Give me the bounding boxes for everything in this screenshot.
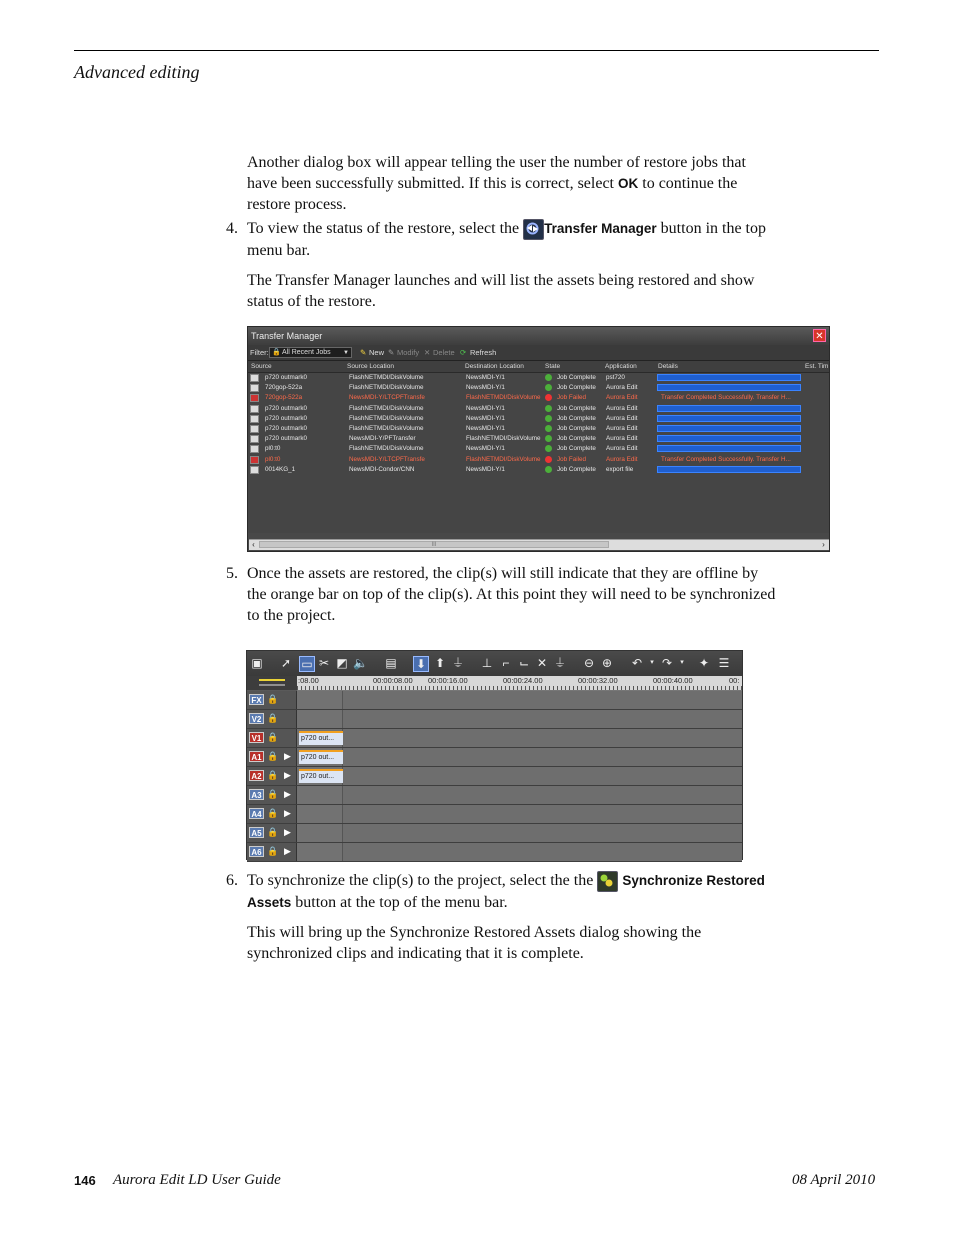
cell-details: Transfer Completed Successfully. Transfer H... bbox=[661, 394, 791, 402]
play-icon[interactable]: ▶ bbox=[284, 751, 291, 761]
job-icon bbox=[250, 415, 259, 423]
cell-source: 0014KG_1 bbox=[265, 465, 296, 473]
cell-src-loc: NewsMDI-Y/PFTransfer bbox=[349, 435, 416, 443]
render-icon[interactable]: ▤ bbox=[385, 656, 397, 670]
step-6-text-post: button at the top of the menu bar. bbox=[291, 894, 508, 911]
job-icon bbox=[250, 384, 259, 392]
track-label[interactable]: FX bbox=[249, 694, 264, 705]
track-header[interactable] bbox=[247, 729, 297, 747]
assets-button-label: Assets bbox=[247, 895, 292, 910]
cell-dest: FlashNETMDI/DiskVolume bbox=[466, 455, 541, 463]
play-icon[interactable]: ▶ bbox=[284, 789, 291, 799]
table-row[interactable] bbox=[248, 383, 829, 393]
cell-dest: FlashNETMDI/DiskVolume bbox=[466, 394, 541, 402]
razor-icon[interactable]: ✂ bbox=[318, 656, 330, 670]
job-icon bbox=[250, 405, 259, 413]
step-6-para2-line-1: This will bring up the Synchronize Restored Assets dialog showing the bbox=[247, 924, 702, 941]
cell-src-loc: FlashNETMDI/DiskVolume bbox=[349, 404, 424, 412]
cell-source: pl0:t0 bbox=[265, 455, 281, 463]
table-row[interactable] bbox=[248, 414, 829, 424]
track-label[interactable]: V1 bbox=[249, 732, 264, 743]
track-header[interactable] bbox=[247, 748, 297, 766]
offline-clip[interactable]: p720 out... bbox=[299, 750, 343, 764]
track-label[interactable]: A1 bbox=[249, 751, 264, 762]
step-5-line-3: to the project. bbox=[247, 607, 336, 624]
column-header[interactable]: Destination Location bbox=[465, 363, 524, 370]
modify-button[interactable]: Modify bbox=[397, 348, 420, 357]
progress-bar bbox=[657, 374, 801, 381]
cell-dest: NewsMDI-Y/1 bbox=[466, 384, 505, 392]
column-header[interactable]: Application bbox=[605, 363, 637, 370]
new-button[interactable]: New bbox=[369, 348, 385, 357]
overwrite-icon[interactable]: ⬆ bbox=[434, 656, 446, 670]
step-6-number: 6. bbox=[226, 872, 238, 889]
transfer-manager-window bbox=[247, 326, 830, 552]
timeline-track[interactable] bbox=[247, 843, 742, 862]
zoom-out-icon[interactable]: ⊖ bbox=[583, 656, 595, 670]
ruler-label: 00:00:32.00 bbox=[578, 676, 618, 685]
ruler-label: 00:00:40.00 bbox=[653, 676, 693, 685]
zoom-slider[interactable] bbox=[259, 679, 285, 681]
lock-icon[interactable]: 🔒 bbox=[267, 808, 279, 818]
offline-clip[interactable]: p720 out... bbox=[299, 731, 343, 745]
cell-dest: NewsMDI-Y/1 bbox=[466, 414, 505, 422]
chevron-down-icon[interactable]: ▾ bbox=[650, 659, 654, 666]
track-gap bbox=[297, 786, 343, 804]
step-5-text bbox=[247, 563, 847, 626]
ruler-label: :08.00 bbox=[298, 676, 319, 685]
cell-app: Aurora Edit bbox=[606, 425, 638, 432]
check-icon bbox=[545, 374, 552, 381]
timeline-track[interactable] bbox=[247, 710, 742, 729]
section-title: Advanced editing bbox=[74, 62, 200, 82]
job-icon bbox=[250, 466, 259, 474]
cell-dest: FlashNETMDI/DiskVolume bbox=[466, 435, 541, 443]
timeline-track[interactable] bbox=[247, 748, 742, 767]
lock-icon[interactable]: 🔒 bbox=[267, 694, 279, 704]
cell-app: Aurora Edit bbox=[606, 445, 638, 453]
cell-dest: NewsMDI-Y/1 bbox=[466, 425, 505, 432]
progress-bar bbox=[657, 415, 801, 422]
intro-text: have been successfully submitted. If this is correct, select bbox=[247, 175, 618, 192]
scroll-right-icon[interactable]: › bbox=[822, 540, 825, 549]
close-icon[interactable]: ✕ bbox=[813, 329, 826, 342]
lock-icon[interactable]: 🔒 bbox=[267, 751, 279, 761]
cell-state: Job Complete bbox=[557, 425, 596, 432]
filter-label: Filter: bbox=[250, 348, 269, 357]
intro-paragraph bbox=[247, 152, 837, 215]
sync-icon[interactable]: ✦ bbox=[698, 656, 710, 670]
cell-state: Job Complete bbox=[557, 465, 596, 473]
refresh-icon: ⟳ bbox=[460, 348, 467, 357]
ruler-label: 00:00:08.00 bbox=[373, 676, 413, 685]
filter-value: All Recent Jobs bbox=[282, 349, 331, 356]
track-gap bbox=[297, 824, 343, 842]
job-icon bbox=[250, 435, 259, 443]
error-icon bbox=[545, 394, 552, 401]
step-6-paragraph-2 bbox=[247, 922, 847, 964]
cell-dest: NewsMDI-Y/1 bbox=[466, 445, 505, 453]
synchronize-restored-button-label: Synchronize Restored bbox=[622, 873, 765, 888]
step-4-text bbox=[247, 218, 837, 261]
column-header[interactable]: Source Location bbox=[347, 363, 394, 370]
check-icon bbox=[545, 466, 552, 473]
cell-source: p720 outmark0 bbox=[265, 374, 308, 381]
cell-state: Job Failed bbox=[557, 455, 587, 463]
transfer-manager-title: Transfer Manager bbox=[251, 331, 323, 341]
cell-src-loc: FlashNETMDI/DiskVolume bbox=[349, 425, 424, 432]
check-icon bbox=[545, 384, 552, 391]
check-icon bbox=[545, 405, 552, 412]
transfer-manager-titlebar bbox=[248, 327, 829, 345]
cell-state: Job Complete bbox=[557, 384, 596, 392]
track-gap bbox=[297, 710, 343, 728]
cell-app: pst720 bbox=[606, 374, 625, 381]
split-icon[interactable]: ⊥ bbox=[481, 656, 493, 670]
transfer-manager-toolbar bbox=[248, 345, 829, 361]
link-icon[interactable]: ⌐ bbox=[502, 656, 510, 670]
track-label[interactable]: A4 bbox=[249, 808, 264, 819]
select-tool-icon[interactable]: ▭ bbox=[299, 656, 315, 672]
progress-bar bbox=[657, 435, 801, 442]
cell-src-loc: FlashNETMDI/DiskVolume bbox=[349, 414, 424, 422]
column-header[interactable]: Details bbox=[658, 363, 678, 370]
cell-source: p720 outmark0 bbox=[265, 414, 308, 422]
cell-src-loc: FlashNETMDI/DiskVolume bbox=[349, 384, 424, 392]
table-row[interactable] bbox=[248, 424, 829, 434]
track-label[interactable]: A2 bbox=[249, 770, 264, 781]
track-header[interactable] bbox=[247, 710, 297, 728]
timeline-track[interactable] bbox=[247, 767, 742, 786]
cell-app: Aurora Edit bbox=[606, 414, 638, 422]
track-header[interactable] bbox=[247, 824, 297, 842]
undo-icon[interactable]: ↶ bbox=[631, 656, 643, 670]
step-4-para2-line-1: The Transfer Manager launches and will list the assets being restored and show bbox=[247, 272, 755, 289]
splice-icon[interactable]: ⏚ bbox=[451, 656, 464, 670]
cell-app: export file bbox=[606, 465, 634, 473]
step-5-line-2: the orange bar on top of the clip(s). At this point they will need to be synchronized bbox=[247, 586, 776, 603]
ripple-icon[interactable]: ⬇ bbox=[413, 656, 429, 672]
cell-src-loc: NewsMDI-Y/LTCPFTransfe bbox=[349, 394, 425, 402]
play-icon[interactable]: ▶ bbox=[284, 808, 291, 818]
timeline-track[interactable] bbox=[247, 691, 742, 710]
page-number: 146 bbox=[74, 1173, 96, 1188]
table-row[interactable] bbox=[248, 465, 829, 475]
timeline-ruler-corner bbox=[247, 676, 297, 690]
modify-icon: ✎ bbox=[388, 348, 395, 357]
cell-source: p720 outmark0 bbox=[265, 435, 308, 443]
delete-icon[interactable]: ✕ bbox=[536, 656, 548, 670]
cell-source: 720gop-522a bbox=[265, 394, 303, 402]
progress-bar bbox=[657, 384, 801, 391]
chevron-down-icon: ▼ bbox=[343, 350, 349, 356]
column-header[interactable]: Source bbox=[251, 363, 272, 370]
timeline-ruler[interactable] bbox=[297, 676, 742, 691]
ruler-label: 00:00:24.00 bbox=[503, 676, 543, 685]
lock-icon[interactable]: 🔒 bbox=[267, 846, 279, 856]
lock-icon[interactable]: 🔒 bbox=[267, 789, 279, 799]
track-gap bbox=[297, 691, 343, 709]
intro-text: to continue the bbox=[638, 175, 738, 192]
cell-src-loc: NewsMDI-Condor/CNN bbox=[349, 465, 415, 473]
track-gap bbox=[297, 843, 343, 861]
step-6-text-pre: To synchronize the clip(s) to the project, select the the bbox=[247, 872, 598, 889]
cell-src-loc: NewsMDI-Y/LTCPFTransfe bbox=[349, 455, 425, 463]
play-icon[interactable]: ▶ bbox=[284, 827, 291, 837]
new-icon: ✎ bbox=[360, 348, 367, 357]
error-icon bbox=[545, 456, 552, 463]
ruler-ticks bbox=[297, 686, 742, 690]
step-4-text-post: button in the top bbox=[656, 220, 766, 237]
filter-dropdown[interactable] bbox=[269, 347, 352, 358]
cell-app: Aurora Edit bbox=[606, 435, 638, 443]
job-icon bbox=[250, 445, 259, 453]
step-4-paragraph-2 bbox=[247, 270, 837, 312]
cell-source: pl0:t0 bbox=[265, 445, 281, 453]
step-5-number: 5. bbox=[226, 565, 238, 582]
cell-app: Aurora Edit bbox=[606, 455, 638, 463]
column-header[interactable]: State bbox=[545, 363, 561, 370]
lock-icon[interactable]: 🔒 bbox=[267, 827, 279, 837]
cell-src-loc: FlashNETMDI/DiskVolume bbox=[349, 445, 424, 453]
cell-state: Job Complete bbox=[557, 435, 596, 443]
pointer-icon[interactable]: ➚ bbox=[280, 656, 292, 670]
transfer-manager-button-label: Transfer Manager bbox=[544, 221, 657, 236]
cell-state: Job Complete bbox=[557, 414, 596, 422]
track-header[interactable] bbox=[247, 805, 297, 823]
job-icon bbox=[250, 374, 259, 382]
check-icon bbox=[545, 425, 552, 432]
save-icon[interactable]: ▣ bbox=[251, 656, 263, 670]
lock-icon[interactable]: 🔒 bbox=[267, 713, 279, 723]
step-4-para2-line-2: status of the restore. bbox=[247, 293, 376, 310]
progress-bar bbox=[657, 466, 801, 473]
play-icon[interactable]: ▶ bbox=[284, 770, 291, 780]
timeline-track[interactable] bbox=[247, 729, 742, 748]
table-row[interactable] bbox=[248, 444, 829, 454]
cell-source: 720gop-522a bbox=[265, 384, 303, 392]
check-icon bbox=[545, 445, 552, 452]
step-5-line-1: Once the assets are restored, the clip(s) will still indicate that they are offline by bbox=[247, 565, 759, 582]
step-6-para2-line-2: synchronized clips and indicating that it is complete. bbox=[247, 945, 584, 962]
intro-line-2 bbox=[247, 173, 837, 194]
cell-source: p720 outmark0 bbox=[265, 404, 308, 412]
table-row[interactable] bbox=[248, 404, 829, 414]
ruler-label: 00:00:16.00 bbox=[428, 676, 468, 685]
cell-src-loc: FlashNETMDI/DiskVolume bbox=[349, 374, 424, 381]
ok-label: OK bbox=[618, 176, 639, 191]
cell-state: Job Complete bbox=[557, 404, 596, 412]
header-rule bbox=[74, 50, 879, 51]
table-row[interactable] bbox=[248, 393, 829, 403]
publication-date: 08 April 2010 bbox=[792, 1172, 876, 1188]
track-label[interactable]: A3 bbox=[249, 789, 264, 800]
slip-icon[interactable]: ⌙ bbox=[518, 656, 530, 670]
zoom-track bbox=[259, 684, 285, 686]
offline-clip[interactable]: p720 out... bbox=[299, 769, 343, 783]
timeline-toolbar bbox=[247, 651, 742, 677]
cell-app: Aurora Edit bbox=[606, 404, 638, 412]
cell-state: Job Complete bbox=[557, 445, 596, 453]
step-4-text-pre: To view the status of the restore, select the bbox=[247, 220, 524, 237]
transfer-manager-column-headers bbox=[248, 361, 829, 373]
cell-state: Job Failed bbox=[557, 394, 587, 402]
redo-icon[interactable]: ↷ bbox=[661, 656, 673, 670]
zoom-in-icon[interactable]: ⊕ bbox=[601, 656, 613, 670]
step-4-line-2: menu bar. bbox=[247, 242, 311, 259]
track-header[interactable] bbox=[247, 691, 297, 709]
cell-app: Aurora Edit bbox=[606, 394, 638, 402]
table-row[interactable] bbox=[248, 455, 829, 465]
contrast-icon[interactable]: ◩ bbox=[336, 656, 348, 670]
job-failed-icon bbox=[250, 456, 259, 464]
job-icon bbox=[250, 425, 259, 433]
chevron-down-icon[interactable]: ▾ bbox=[680, 659, 684, 666]
synchronize-restored-assets-icon bbox=[597, 871, 618, 892]
step-4-number: 4. bbox=[226, 220, 238, 237]
lock-icon[interactable]: 🔒 bbox=[267, 770, 279, 780]
cell-dest: NewsMDI-Y/1 bbox=[466, 374, 505, 381]
audio-icon[interactable]: 🔈 bbox=[353, 656, 368, 670]
table-row[interactable] bbox=[248, 373, 829, 383]
delete-button[interactable]: Delete bbox=[433, 348, 455, 357]
check-icon bbox=[545, 415, 552, 422]
cell-details: Transfer Completed Successfully. Transfer H... bbox=[661, 455, 791, 463]
delete-icon: ✕ bbox=[424, 348, 431, 357]
ruler-label: 00: bbox=[729, 676, 740, 685]
scrollbar-thumb[interactable]: III bbox=[259, 541, 609, 548]
timeline-track[interactable] bbox=[247, 824, 742, 843]
lock-icon[interactable]: 🔒 bbox=[267, 732, 279, 742]
track-label[interactable]: A6 bbox=[249, 846, 264, 857]
track-header[interactable] bbox=[247, 786, 297, 804]
track-header[interactable] bbox=[247, 843, 297, 861]
column-header[interactable]: Est. Tim bbox=[805, 363, 829, 370]
cell-dest: NewsMDI-Y/1 bbox=[466, 465, 505, 473]
table-row[interactable] bbox=[248, 434, 829, 444]
cell-state: Job Complete bbox=[557, 374, 596, 381]
timeline-track[interactable] bbox=[247, 805, 742, 824]
timeline-track[interactable] bbox=[247, 786, 742, 805]
transfer-manager-job-list bbox=[248, 373, 829, 533]
transfer-manager-icon bbox=[523, 219, 544, 240]
track-label[interactable]: A5 bbox=[249, 827, 264, 838]
job-failed-icon bbox=[250, 394, 259, 402]
progress-bar bbox=[657, 445, 801, 452]
intro-line-1: Another dialog box will appear telling the user the number of restore jobs that bbox=[247, 154, 746, 171]
lock-icon: 🔒 bbox=[272, 349, 281, 356]
progress-bar bbox=[657, 425, 801, 432]
step-6-text bbox=[247, 870, 847, 913]
track-header[interactable] bbox=[247, 767, 297, 785]
check-icon bbox=[545, 435, 552, 442]
timeline-window bbox=[246, 650, 743, 860]
progress-bar bbox=[657, 405, 801, 412]
horizontal-scrollbar[interactable] bbox=[249, 539, 829, 550]
intro-line-3: restore process. bbox=[247, 196, 347, 213]
merge-icon[interactable]: ⏚ bbox=[553, 656, 566, 670]
menu-icon[interactable]: ☰ bbox=[718, 656, 730, 670]
play-icon[interactable]: ▶ bbox=[284, 846, 291, 856]
cell-source: p720 outmark0 bbox=[265, 425, 308, 432]
cell-app: Aurora Edit bbox=[606, 384, 638, 392]
track-label[interactable]: V2 bbox=[249, 713, 264, 724]
cell-dest: NewsMDI-Y/1 bbox=[466, 404, 505, 412]
guide-title: Aurora Edit LD User Guide bbox=[113, 1172, 281, 1188]
track-gap bbox=[297, 805, 343, 823]
refresh-button[interactable]: Refresh bbox=[470, 348, 497, 357]
scroll-left-icon[interactable]: ‹ bbox=[252, 540, 255, 549]
